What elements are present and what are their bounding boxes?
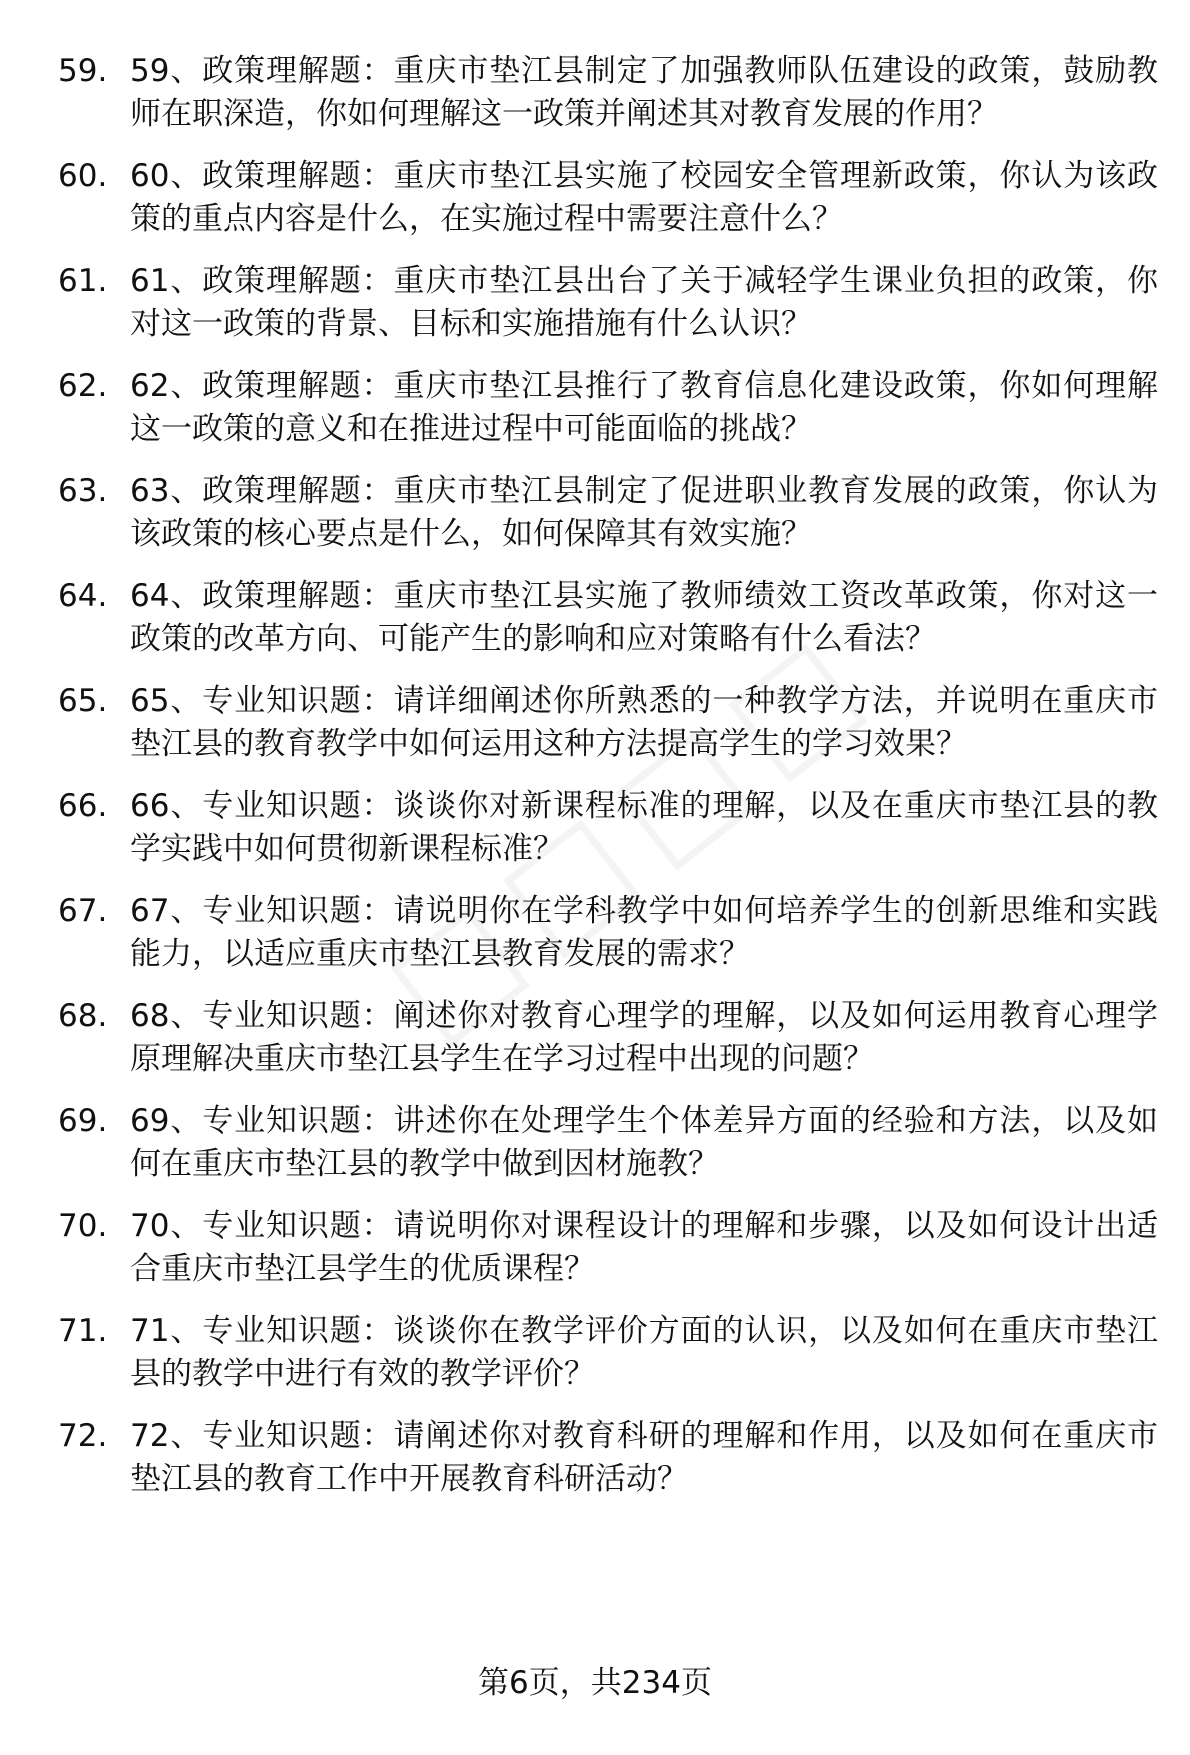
question-number: 63.: [58, 473, 108, 509]
list-item: [58, 1415, 1158, 1501]
question-text: 66、专业知识题：谈谈你对新课程标准的理解，以及在重庆市垫江县的教学实践中如何贯彻新课程标准？: [130, 788, 1158, 867]
question-text: 65、专业知识题：请详细阐述你所熟悉的一种教学方法，并说明在重庆市垫江县的教育教学中如何运用这种方法提高学生的学习效果？: [130, 683, 1158, 762]
question-text: 64、政策理解题：重庆市垫江县实施了教师绩效工资改革政策，你对这一政策的改革方向、可能产生的影响和应对策略有什么看法？: [130, 578, 1158, 657]
question-number: 64.: [58, 578, 108, 614]
list-item: [58, 995, 1158, 1081]
question-number: 70.: [58, 1208, 108, 1244]
question-text: 71、专业知识题：谈谈你在教学评价方面的认识，以及如何在重庆市垫江县的教学中进行有效的教学评价？: [130, 1313, 1158, 1392]
question-number: 62.: [58, 368, 108, 404]
question-text: 62、政策理解题：重庆市垫江县推行了教育信息化建设政策，你如何理解这一政策的意义和在推进过程中可能面临的挑战？: [130, 368, 1158, 447]
question-text: 59、政策理解题：重庆市垫江县制定了加强教师队伍建设的政策，鼓励教师在职深造，你如何理解这一政策并阐述其对教育发展的作用？: [130, 53, 1158, 132]
list-item: [58, 365, 1158, 451]
question-text: 69、专业知识题：讲述你在处理学生个体差异方面的经验和方法，以及如何在重庆市垫江县的教学中做到因材施教？: [130, 1103, 1158, 1182]
question-text: 63、政策理解题：重庆市垫江县制定了促进职业教育发展的政策，你认为该政策的核心要点是什么，如何保障其有效实施？: [130, 473, 1158, 552]
question-number: 66.: [58, 788, 108, 824]
question-number: 71.: [58, 1313, 108, 1349]
question-number: 59.: [58, 53, 108, 89]
list-item: [58, 1205, 1158, 1291]
question-number: 69.: [58, 1103, 108, 1139]
question-text: 67、专业知识题：请说明你在学科教学中如何培养学生的创新思维和实践能力，以适应重庆市垫江县教育发展的需求？: [130, 893, 1158, 972]
list-item: [58, 155, 1158, 241]
question-text: 72、专业知识题：请阐述你对教育科研的理解和作用，以及如何在重庆市垫江县的教育工作中开展教育科研活动？: [130, 1418, 1158, 1497]
question-number: 60.: [58, 158, 108, 194]
question-number: 61.: [58, 263, 108, 299]
question-text: 68、专业知识题：阐述你对教育心理学的理解，以及如何运用教育心理学原理解决重庆市垫江县学生在学习过程中出现的问题？: [130, 998, 1158, 1077]
list-item: [58, 260, 1158, 346]
list-item: [58, 1100, 1158, 1186]
list-item: [58, 1310, 1158, 1396]
list-item: [58, 680, 1158, 766]
question-number: 65.: [58, 683, 108, 719]
list-item: [58, 50, 1158, 136]
question-number: 72.: [58, 1418, 108, 1454]
list-item: [58, 575, 1158, 661]
list-item: [58, 890, 1158, 976]
question-number: 67.: [58, 893, 108, 929]
question-number: 68.: [58, 998, 108, 1034]
list-item: [58, 470, 1158, 556]
question-text: 70、专业知识题：请说明你对课程设计的理解和步骤，以及如何设计出适合重庆市垫江县学生的优质课程？: [130, 1208, 1158, 1287]
question-text: 60、政策理解题：重庆市垫江县实施了校园安全管理新政策，你认为该政策的重点内容是什么，在实施过程中需要注意什么？: [130, 158, 1158, 237]
question-text: 61、政策理解题：重庆市垫江县出台了关于减轻学生课业负担的政策，你对这一政策的背景、目标和实施措施有什么认识？: [130, 263, 1158, 342]
page-footer: 第6页，共234页: [478, 1665, 712, 1701]
list-item: [58, 785, 1158, 871]
question-list: [58, 50, 1158, 1520]
